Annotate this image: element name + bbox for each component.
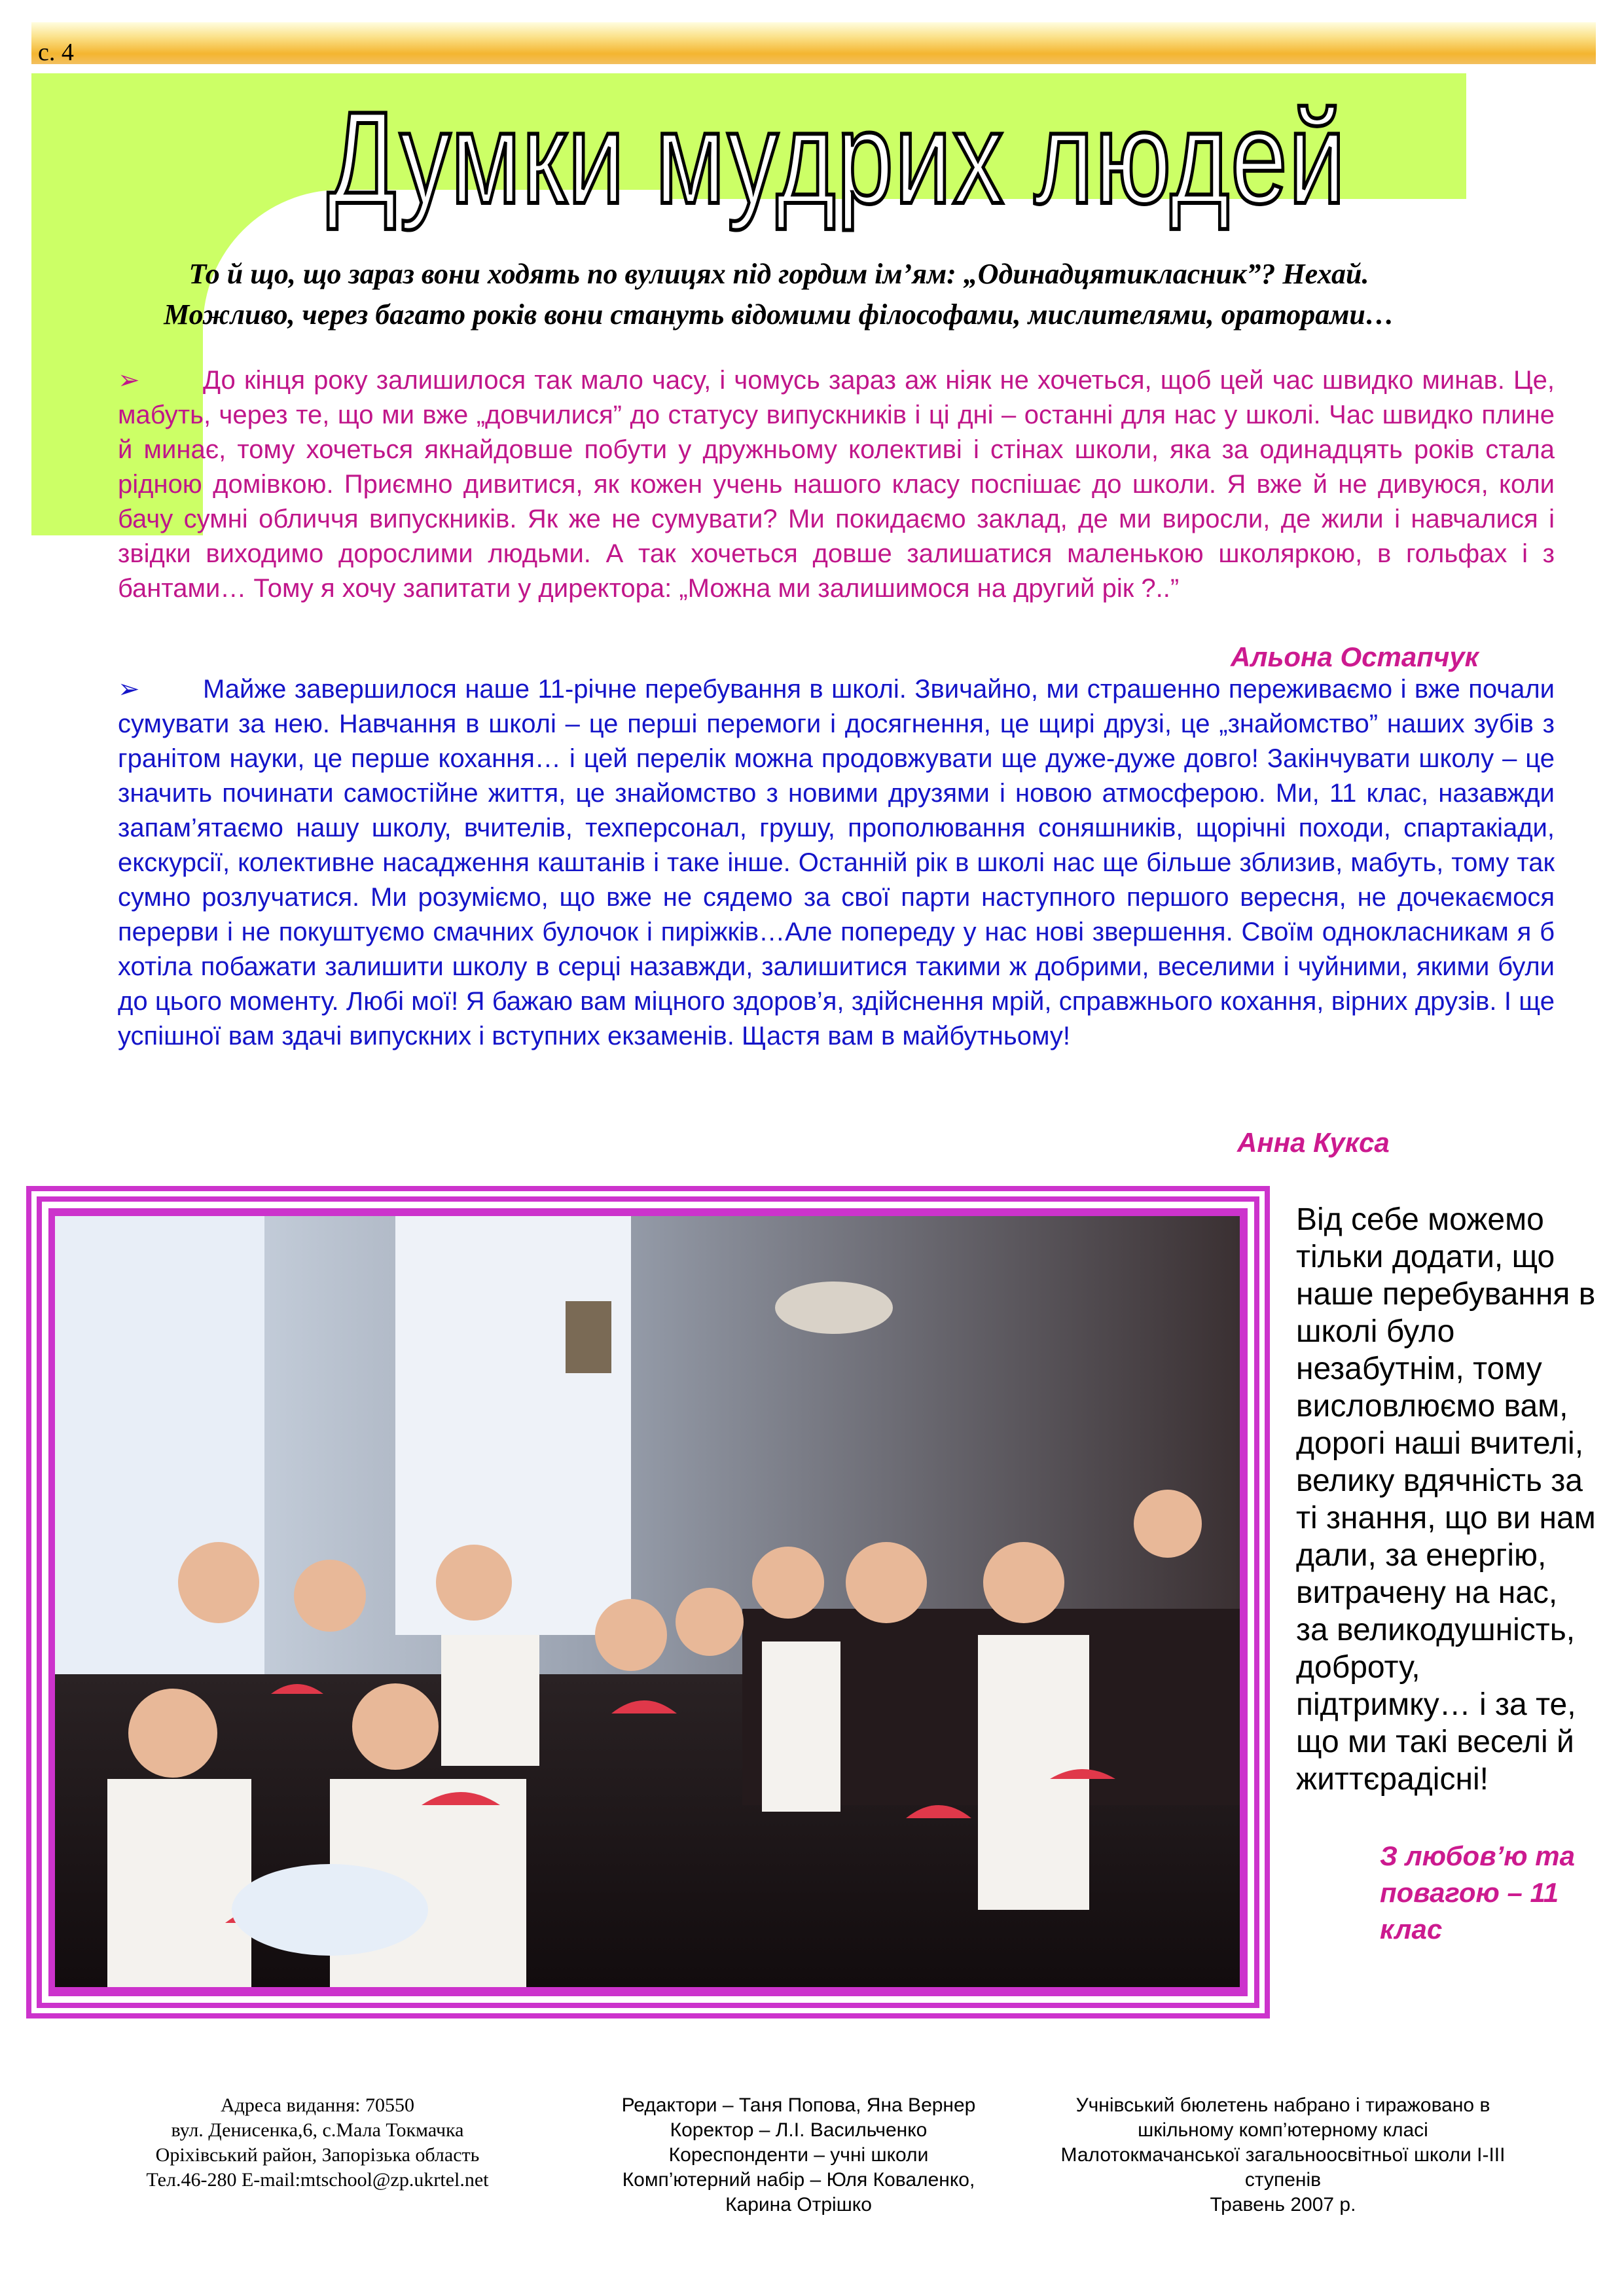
closing-message: Від себе можемо тільки додати, що наше перебування в школі було незабутнім, тому висловлюємо вам, дорогі наші вчителі, велику вдячність за ті знання, що ви нам дали, за енергію, витрачену на нас, за великодушність, доброту, підтримку… і за те, що ми такі веселі й життєрадісні!	[1296, 1202, 1596, 1797]
footer-print-line: ступенів	[1244, 2169, 1322, 2191]
page-title: Думки мудрих людей	[327, 85, 1347, 231]
footer-print-line: Малотокмачанської загальноосвітньої школи І-ІІІ	[1060, 2144, 1506, 2166]
entry-2-author: Анна Кукса	[1237, 1127, 1390, 1158]
closing-signature: З любов’ю та повагою – 11 клас	[1380, 1840, 1575, 1945]
intro-line-2: Можливо, через багато років вони стануть відомими філософами, мислителями, ораторами…	[164, 298, 1394, 331]
footer-editors	[589, 2093, 1008, 2217]
entry-2-text: Майже завершилося наше 11-річне перебування в школі. Звичайно, ми страшенно переживаємо і вже почали сумувати за нею. Навчання в школі – це перші перемоги і досягнення, це щирі друзі, це „знайомство” наших зубів з гранітом науки, це перше кохання… і цей перелік можна продовжувати ще дуже-дуже довго! Закінчувати школу – це значить починати самостійне життя, це знайомство з новими друзями і новою атмосферою. Ми, 11 клас, назавжди запам’ятаємо нашу школу, вчителів, техперсонал, грушу, прополювання соняшників, щорічні походи, спартакіади, екскурсії, колективне насадження каштанів і таке інше. Останній рік в школі нас ще більше зблизив, мабуть, тому так сумно розлучатися. Ми розуміємо, що вже не сядемо за свої парти наступного першого вересня, не дочекаємося перерви і не покуштуємо смачних булочок і пиріжків…Але попереду у нас нові звершення. Своїм однокласникам я б хотіла побажати залишити школу в серці назавжди, залишитися такими ж добрими, веселими і чуйними, якими були до цього моменту. Любі мої! Я бажаю вам міцного здоров’я, здійснення мрій, справжнього кохання, вірних друзів. І ще успішної вам здачі випускних і вступних екзаменів. Щастя вам в майбутньому!	[118, 675, 1555, 1050]
footer-editors-line: Редактори – Таня Попова, Яна Вернер	[621, 2094, 976, 2116]
header-gradient-bar	[31, 22, 1596, 64]
page-number: с. 4	[38, 39, 74, 66]
entry-1-text: До кінця року залишилося так мало часу, і чомусь зараз аж ніяк не хочеться, щоб цей час швидко минав. Це, мабуть, через те, що ми вже „довчилися” до статусу випускників і ці дні – останні для нас у школі. Час швидко плине й минає, тому хочеться якнайдовше побути у дружньому колективі і стінах школи, яка за одинадцять років стала рідною домівкою. Приємно дивитися, як кожен учень нашого класу поспішає до школи. Я вже й не дивуюся, коли бачу сумні обличчя випускників. Як же не сумувати? Ми покидаємо заклад, де ми виросли, де жили і навчалися і звідки виходимо дорослими людьми. А так хочеться довше залишатися маленькою школяркою, в гольфах і з бантами… Тому я хочу запитати у директора: „Можна ми залишимося на другий рік ?..”	[118, 366, 1555, 603]
footer-print-info	[1034, 2093, 1532, 2217]
entry-2	[118, 672, 1555, 1054]
intro-line-1: То й що, що зараз вони ходять по вулицях під гордим ім’ям: „Одинадцятикласник”? Нехай.	[189, 258, 1369, 290]
footer-address-line: Адреса видання: 70550	[220, 2094, 415, 2116]
arrow-bullet-icon: ➢	[118, 366, 140, 395]
footer-print-line: Учнівський бюлетень набрано і тиражовано в	[1075, 2094, 1490, 2116]
footer-editors-line: Коректор – Л.І. Васильченко	[670, 2119, 928, 2141]
entry-1-author: Альона Остапчук	[1231, 641, 1479, 672]
arrow-bullet-icon: ➢	[118, 675, 140, 704]
footer-address-line: Тел.46-280 E-mail:mtschool@zp.ukrtel.net	[146, 2169, 489, 2191]
footer-address-line: вул. Денисенка,6, с.Мала Токмачка	[171, 2119, 464, 2141]
class-photo	[55, 1216, 1240, 1987]
footer-editors-line: Комп’ютерний набір – Юля Коваленко,	[622, 2169, 975, 2191]
footer-print-line: Травень 2007 р.	[1210, 2194, 1356, 2215]
footer-address	[105, 2093, 530, 2193]
footer-editors-line: Карина Отрішко	[725, 2194, 872, 2215]
footer-address-line: Оріхівський район, Запорізька область	[155, 2144, 480, 2166]
footer-editors-line: Кореспонденти – учні школи	[668, 2144, 929, 2166]
footer-print-line: шкільному комп’ютерному класі	[1138, 2119, 1428, 2141]
entry-1	[118, 363, 1555, 606]
intro-paragraph	[46, 254, 1512, 335]
